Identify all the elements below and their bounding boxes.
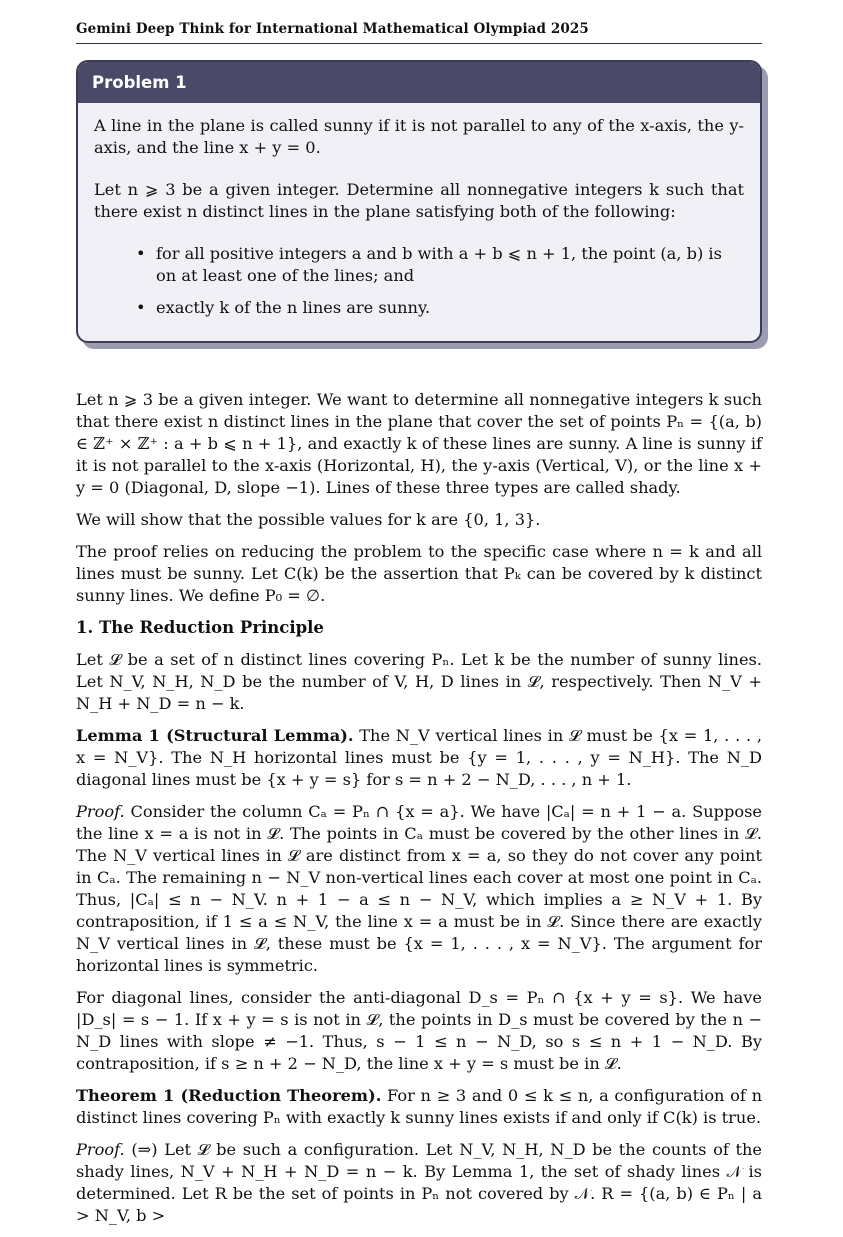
paper-page: [76, 18, 762, 1237]
problem-paragraph-1: A line in the plane is called sunny if it is not parallel to any of the x-axis, the y-axis, and the line x + y = 0.: [94, 116, 744, 157]
proof-label: Proof.: [76, 802, 125, 821]
proof-text: Consider the column Cₐ = Pₙ ∩ {x = a}. We have |Cₐ| = n + 1 − a. Suppose the line x = a is not in 𝓛. The points in Cₐ must be covered by the other lines in 𝓛. The N_V vertical lines in 𝓛 are distinct from x = a, so they do not cover any point in Cₐ. The remaining n − N_V non-vertical lines each cover at most one point in Cₐ. Thus, |Cₐ| ≤ n − N_V. n + 1 − a ≤ n − N_V, which implies a ≥ N_V + 1. By contraposition, if 1 ≤ a ≤ N_V, the line x = a must be in 𝓛. Since there are exactly N_V vertical lines in 𝓛, these must be {x = 1, . . . , x = N_V}. The argument for horizontal lines is symmetric.: [76, 802, 762, 975]
theorem-1: [76, 1085, 762, 1129]
strategy-paragraph: The proof relies on reducing the problem to the specific case where n = k and all lines must be sunny. Let C(k) be the assertion that Pₖ can be covered by k distinct sunny lines. We define P₀ = ∅.: [76, 542, 762, 605]
section-heading: 1. The Reduction Principle: [76, 618, 324, 637]
proof-text: (⇒) Let 𝓛 be such a configuration. Let N_V, N_H, N_D be the counts of the shady lines, N_V + N_H + N_D = n − k. By Lemma 1, the set of shady lines 𝒩 is determined. Let R be the set of points in Pₙ not covered by 𝒩. R = {(a, b) ∈ Pₙ | a > N_V, b >: [76, 1140, 762, 1225]
theorem-1-proof: [76, 1139, 762, 1227]
problem-conditions-list: [94, 243, 744, 319]
running-head: Gemini Deep Think for International Mathematical Olympiad 2025: [76, 18, 762, 44]
answer-paragraph: We will show that the possible values for k are {0, 1, 3}.: [76, 510, 541, 529]
diagonal-paragraph: For diagonal lines, consider the anti-diagonal D_s = Pₙ ∩ {x + y = s}. We have |D_s| = s − 1. If x + y = s is not in 𝓛, the points in D_s must be covered by the n − N_D lines with slope ≠ −1. Thus, s − 1 ≤ n − N_D, so s ≤ n + 1 − N_D. By contraposition, if s ≥ n + 2 − N_D, the line x + y = s must be in 𝓛.: [76, 988, 762, 1073]
lemma-1-proof: [76, 801, 762, 977]
lemma-heading: Lemma 1 (Structural Lemma).: [76, 726, 354, 745]
theorem-heading: Theorem 1 (Reduction Theorem).: [76, 1086, 382, 1105]
problem-title: Problem 1: [78, 62, 760, 103]
theorem-statement: For n ≥ 3 and 0 ≤ k ≤ n, a configuration of n distinct lines covering Pₙ with exactly k sunny lines exists if and only if C(k) is true.: [76, 1086, 762, 1127]
problem-condition-item: • exactly k of the n lines are sunny.: [136, 298, 431, 317]
problem-paragraph-2: Let n ⩾ 3 be a given integer. Determine all nonnegative integers k such that there exist n distinct lines in the plane satisfying both of the following:: [94, 180, 744, 221]
setup-paragraph: Let 𝓛 be a set of n distinct lines covering Pₙ. Let k be the number of sunny lines. Let N_V, N_H, N_D be the number of V, H, D lines in 𝓛, respectively. Then N_V + N_H + N_D = n − k.: [76, 650, 762, 713]
problem-condition-item: • for all positive integers a and b with a + b ⩽ n + 1, the point (a, b) is on at least one of the lines; and: [136, 244, 722, 285]
problem-body: [78, 103, 760, 341]
problem-box: [76, 60, 762, 343]
proof-label: Proof.: [76, 1140, 125, 1159]
bullet-icon: •: [136, 298, 146, 317]
bullet-icon: •: [136, 244, 146, 263]
solution-body: [76, 389, 762, 1227]
lemma-1: [76, 725, 762, 791]
lemma-statement: The N_V vertical lines in 𝓛 must be {x = 1, . . . , x = N_V}. The N_H horizontal lines must be {y = 1, . . . , y = N_H}. The N_D diagonal lines must be {x + y = s} for s = n + 2 − N_D, . . . , n + 1.: [76, 726, 762, 789]
intro-paragraph: Let n ⩾ 3 be a given integer. We want to determine all nonnegative integers k such that there exist n distinct lines in the plane that cover the set of points Pₙ = {(a, b) ∈ ℤ⁺ × ℤ⁺ : a + b ⩽ n + 1}, and exactly k of these lines are sunny. A line is sunny if it is not parallel to the x-axis (Horizontal, H), the y-axis (Vertical, V), or the line x + y = 0 (Diagonal, D, slope −1). Lines of these three types are called shady.: [76, 390, 762, 497]
